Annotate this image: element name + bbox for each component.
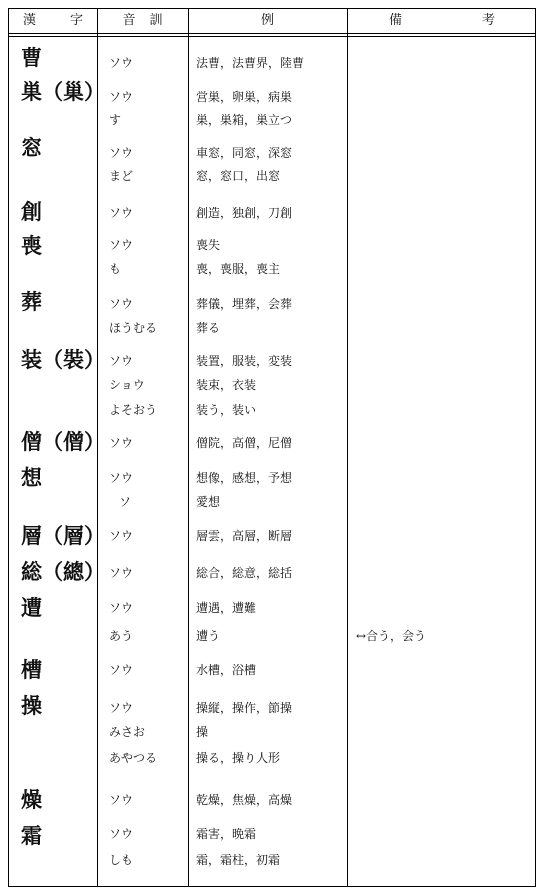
example-cell: 装束，衣装 — [196, 378, 257, 392]
example-cell: 水槽，浴槽 — [196, 663, 257, 677]
example-cell: 操 — [196, 725, 209, 739]
header-example — [188, 9, 347, 33]
reading-cell: す — [109, 113, 122, 127]
kanji-cell: 僧（僧） — [21, 429, 105, 454]
kanji-cell: 霜 — [21, 823, 42, 848]
reading-cell: ショウ — [109, 378, 145, 392]
example-cell: 層雲，高層，断層 — [196, 529, 293, 543]
header-example-text: 例 — [260, 13, 274, 28]
reading-cell: ソウ — [109, 701, 134, 715]
kanji-cell: 喪 — [21, 233, 42, 258]
header-note — [347, 9, 537, 33]
kanji-cell: 遭 — [21, 595, 42, 620]
example-cell: 想像，感想，予想 — [196, 471, 293, 485]
reading-cell: みさお — [109, 725, 146, 739]
header-kanji-b: 字 — [70, 13, 84, 28]
kanji-table — [8, 8, 536, 887]
example-cell: 霜害，晩霜 — [196, 827, 257, 841]
example-cell: 遭う — [196, 629, 221, 643]
example-cell: 僧院，高僧，尼僧 — [196, 436, 293, 450]
header-kanji-a: 漢 — [22, 13, 36, 28]
reading-cell: しも — [109, 853, 134, 867]
column-divider — [188, 9, 189, 886]
kanji-cell: 総（總） — [21, 559, 105, 584]
example-cell: 葬儀，埋葬，会葬 — [196, 297, 293, 311]
kanji-cell: 燥 — [21, 787, 42, 812]
kanji-cell: 装（裝） — [21, 347, 105, 372]
reading-cell: ソウ — [109, 601, 134, 615]
example-cell: 装う，装い — [196, 403, 257, 417]
reading-cell: ソウ — [109, 206, 134, 220]
example-cell: 車窓，同窓，深窓 — [196, 146, 293, 160]
kanji-cell: 層（層） — [21, 523, 105, 548]
example-cell: 霜，霜柱，初霜 — [196, 853, 281, 867]
header-kanji — [9, 9, 97, 33]
example-cell: 操る，操り人形 — [196, 751, 281, 765]
kanji-cell: 創 — [21, 199, 42, 224]
header-rule — [9, 33, 535, 37]
reading-cell: あう — [109, 629, 134, 643]
example-cell: 喪，喪服，喪主 — [196, 262, 281, 276]
example-cell: 法曹，法曹界，陸曹 — [196, 56, 305, 70]
reading-cell: ソウ — [109, 663, 134, 677]
header-note-b: 考 — [482, 13, 496, 28]
header-reading-a: 音 — [122, 13, 136, 28]
kanji-cell: 葬 — [21, 289, 42, 314]
reading-cell: ソウ — [109, 56, 134, 70]
example-cell: 創造，独創，刀創 — [196, 206, 293, 220]
reading-cell: ソウ — [109, 436, 134, 450]
example-cell: 装置，服装，変装 — [196, 354, 293, 368]
header-note-a: 備 — [388, 13, 402, 28]
reading-cell: まど — [109, 169, 134, 183]
kanji-cell: 操 — [21, 693, 42, 718]
kanji-cell: 窓 — [21, 135, 42, 160]
reading-cell: ソウ — [109, 471, 134, 485]
example-cell: 乾燥，焦燥，高燥 — [196, 793, 293, 807]
example-cell: 営巣，卵巣，病巣 — [196, 90, 293, 104]
example-cell: 操縦，操作，節操 — [196, 701, 293, 715]
example-cell: 愛想 — [196, 495, 221, 509]
example-cell: 喪失 — [196, 238, 221, 252]
reading-cell: ソウ — [109, 146, 134, 160]
reading-cell: ほうむる — [109, 321, 158, 335]
header-reading — [97, 9, 188, 33]
note-cell: ↔合う，会う — [356, 629, 427, 643]
kanji-cell: 槽 — [21, 657, 42, 682]
example-cell: 窓，窓口，出窓 — [196, 169, 281, 183]
reading-cell: ソウ — [109, 90, 134, 104]
reading-cell: ソウ — [109, 297, 134, 311]
column-divider — [347, 9, 348, 886]
reading-cell: あやつる — [109, 751, 158, 765]
example-cell: 総合，総意，総括 — [196, 566, 293, 580]
reading-cell: ソウ — [109, 529, 134, 543]
reading-cell: ソウ — [109, 238, 134, 252]
reading-cell: ソ — [119, 495, 132, 509]
kanji-cell: 巣（巢） — [21, 79, 105, 104]
example-cell: 巣，巣箱，巣立つ — [196, 113, 293, 127]
kanji-cell: 曹 — [21, 45, 42, 70]
example-cell: 葬る — [196, 321, 221, 335]
reading-cell: も — [109, 262, 122, 276]
reading-cell: ソウ — [109, 566, 134, 580]
reading-cell: ソウ — [109, 354, 134, 368]
kanji-cell: 想 — [21, 465, 42, 490]
header-reading-b: 訓 — [149, 13, 163, 28]
reading-cell: ソウ — [109, 827, 134, 841]
reading-cell: ソウ — [109, 793, 134, 807]
example-cell: 遭遇，遭難 — [196, 601, 257, 615]
reading-cell: よそおう — [109, 403, 158, 417]
